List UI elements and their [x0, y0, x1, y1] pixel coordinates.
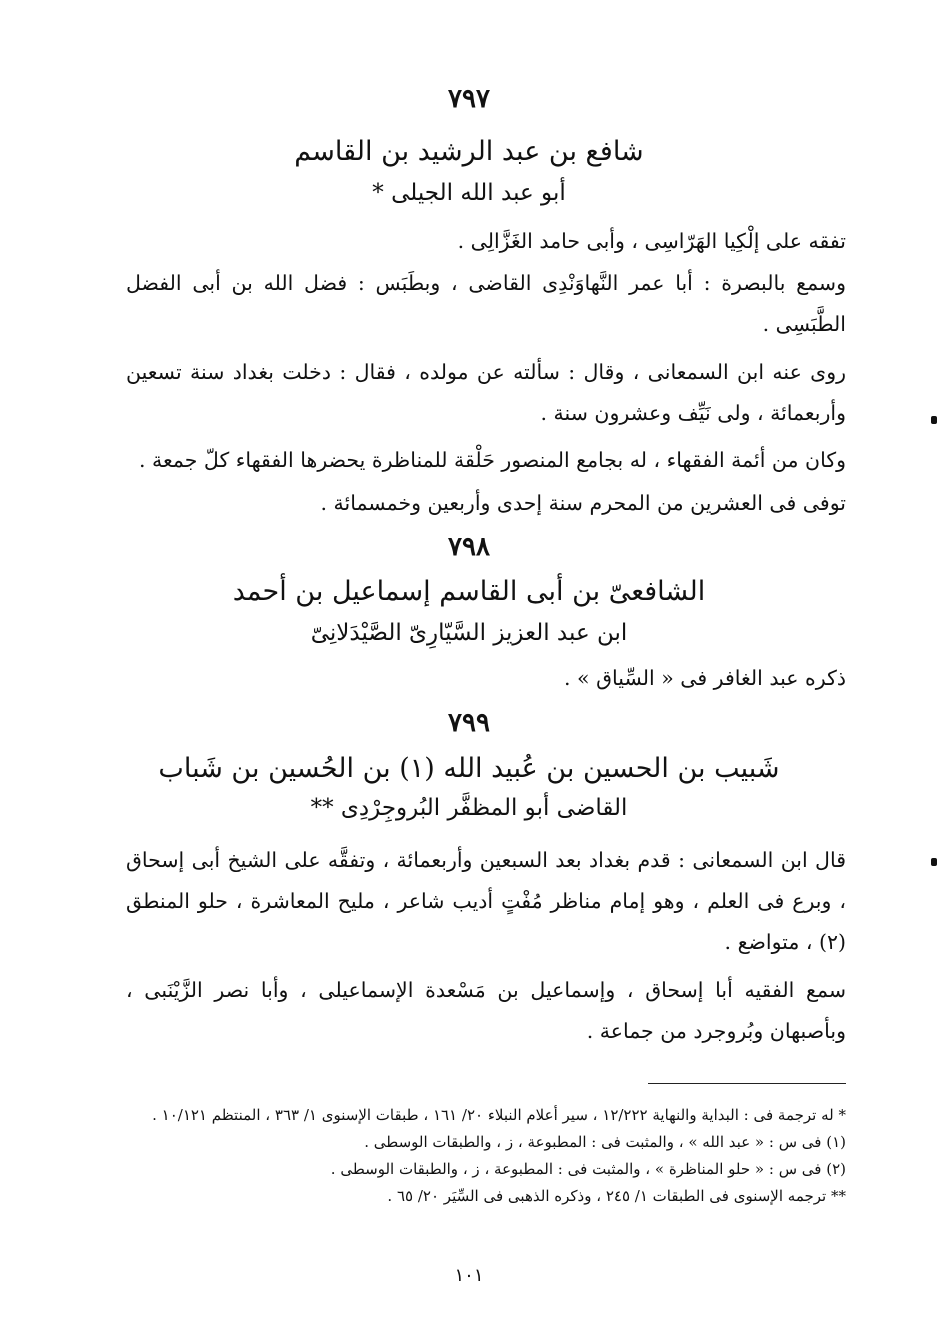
margin-mark [931, 858, 937, 866]
entry-number: ٧٩٩ [448, 708, 490, 738]
footnote: * له ترجمة فى : البداية والنهاية ١٢/٢٢٢ ، سير أعلام النبلاء ٢٠/ ١٦١ ، طبقات الإسنوى ١/ ٣٦٣ ، المنتظم ١٠/١٢١ . [152, 1106, 846, 1124]
footnote: ** ترجمه الإسنوى فى الطبقات ١/ ٢٤٥ ، وذكره الذهبى فى السِّيَر ٢٠/ ٦٥ . [387, 1187, 846, 1205]
paragraph: ذكره عبد الغافر فى « السِّياق » . [564, 666, 846, 690]
paragraph: روى عنه ابن السمعانى ، وقال : سألته عن مولده ، فقال : دخلت بغداد سنة تسعين وأربعمائة ، ولى نَيِّف وعشرون سنة . [126, 360, 846, 425]
entry-number: ٧٩٧ [448, 84, 490, 114]
footnote: (١) فى س : « عبد الله » ، والمثبت فى : المطبوعة ، ز ، والطبقات الوسطى . [364, 1133, 846, 1151]
footnote: (٢) فى س : « حلو المناظرة » ، والمثبت فى : المطبوعة ، ز ، والطبقات الوسطى . [330, 1160, 846, 1178]
footnote-separator [648, 1083, 846, 1084]
paragraph: وسمع بالبصرة : أبا عمر النَّهاوَنْدِى القاضى ، وبطَبَس : فضل الله بن أبى الفضل الطَّبَسِى . [126, 271, 846, 336]
paragraph: تفقه على إلْكِيا الهَرّاسِى ، وأبى حامد الغَزَّالِى . [457, 229, 846, 253]
entry-subtitle: أبو عبد الله الجيلى * [372, 180, 566, 206]
entry-title: شَبيب بن الحسين بن عُبيد الله (١) بن الحُسين بن شَباب [158, 753, 780, 784]
paragraph: قال ابن السمعانى : قدم بغداد بعد السبعين وأربعمائة ، وتفقَّه على الشيخ أبى إسحاق ، وبرع فى العلم ، وهو إمام مناظر مُفْتٍ أديب شاعر ، مليح المعاشرة ، حلو المنطق (٢) ، متواضع . [126, 848, 846, 954]
footnotes [126, 1102, 846, 1210]
page-number: ١٠١ [454, 1265, 484, 1286]
entry-subtitle: ابن عبد العزيز السَّيّارِىّ الصَّيْدَلانِىّ [310, 620, 628, 646]
entry-title: الشافعىّ بن أبى القاسم إسماعيل بن أحمد [232, 576, 706, 607]
entry-number: ٧٩٨ [448, 532, 490, 562]
margin-mark [931, 416, 937, 424]
entry-title: شافع بن عبد الرشيد بن القاسم [294, 136, 644, 167]
paragraph: توفى فى العشرين من المحرم سنة إحدى وأربعين وخمسمائة . [320, 491, 846, 515]
entry-subtitle: القاضى أبو المظفَّر البُروجِرْدِى ** [310, 795, 628, 821]
paragraph: وكان من أئمة الفقهاء ، له بجامع المنصور حَلْقة للمناظرة يحضرها الفقهاء كلّ جمعة . [138, 448, 846, 472]
paragraph: سمع الفقيه أبا إسحاق ، وإسماعيل بن مَسْعدة الإسماعيلى ، وأبا نصر الزَّيْنَبى ، وبأصبهان وبُروجرد من جماعة . [126, 978, 846, 1043]
